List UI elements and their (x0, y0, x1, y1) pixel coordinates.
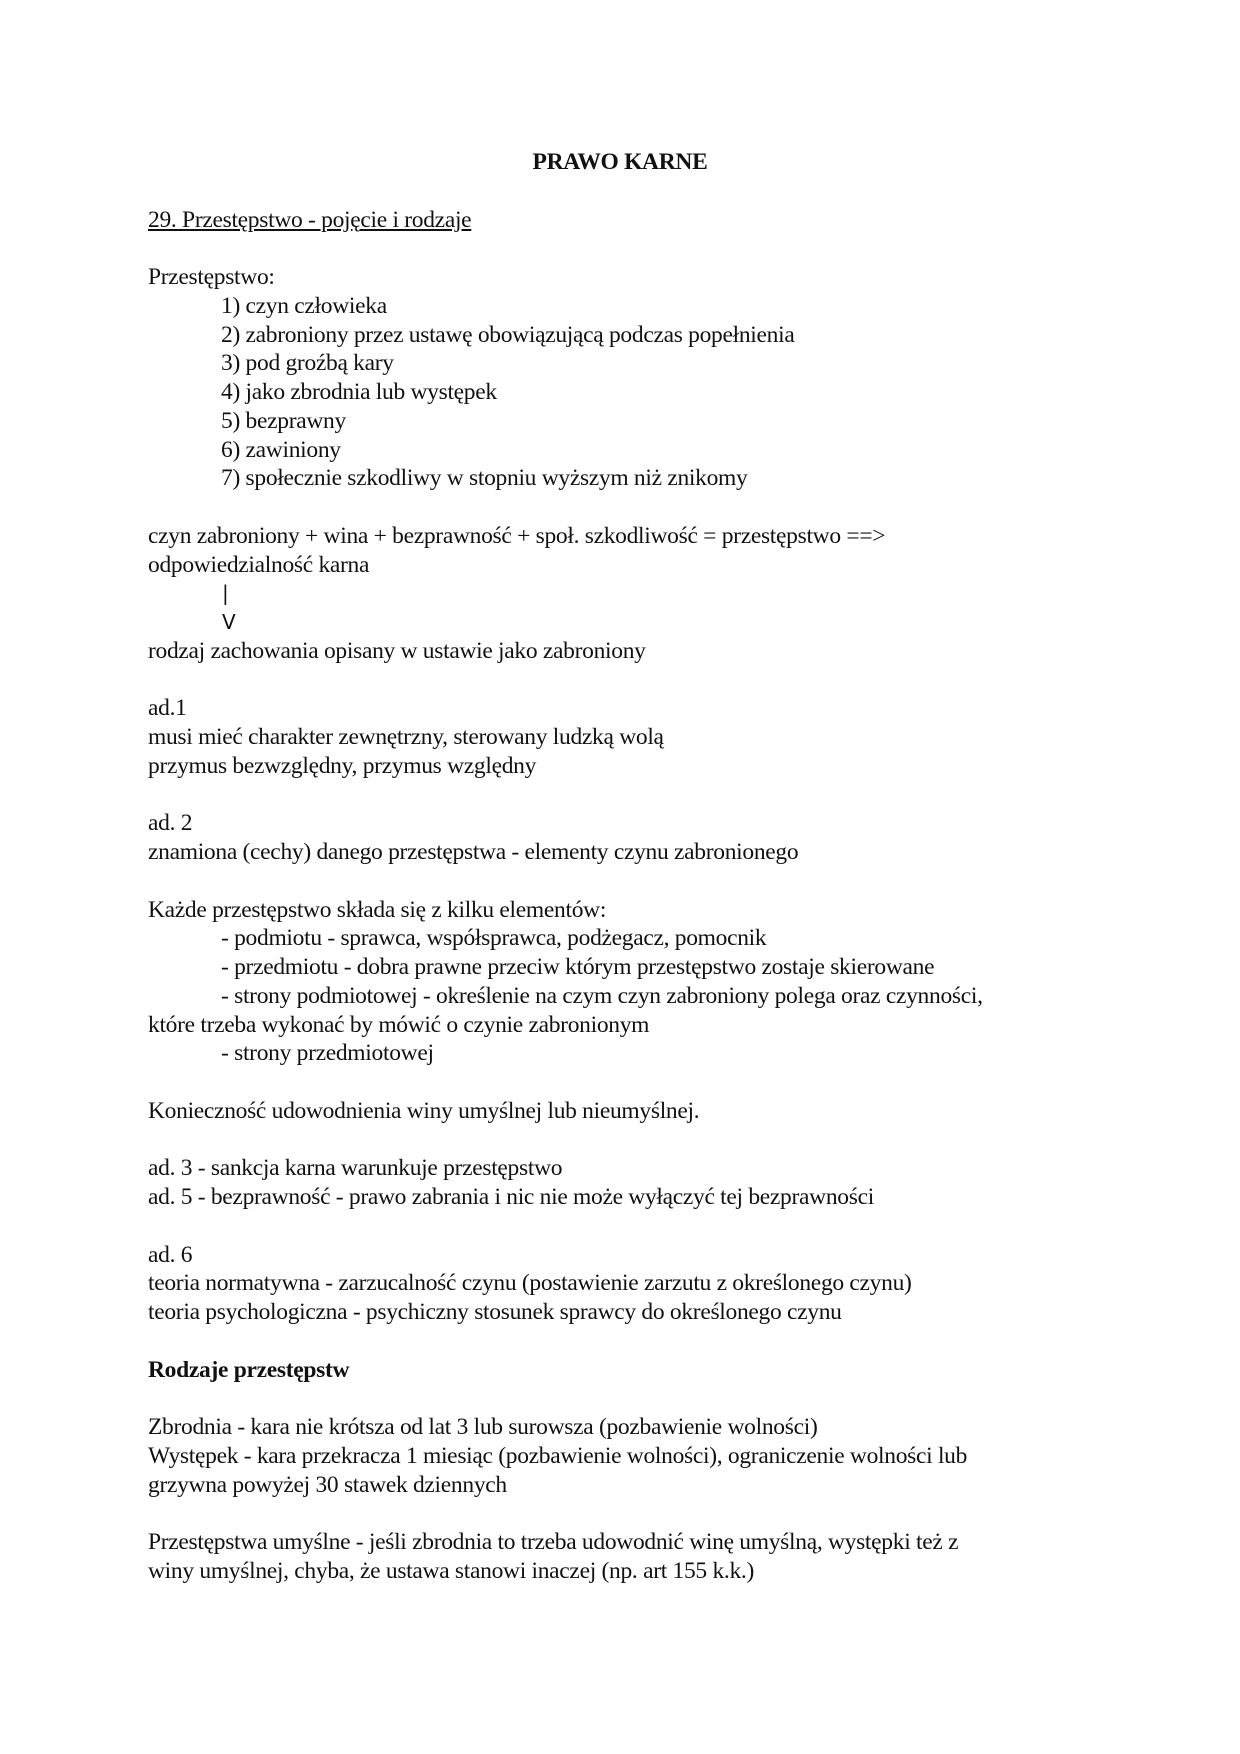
blank-line (148, 1068, 1108, 1097)
blank-line (148, 1384, 1108, 1413)
section-heading: 29. Przestępstwo - pojęcie i rodzaje (148, 206, 472, 233)
paragraph-line: Przestępstwa umyślne - jeśli zbrodnia to trzeba udowodnić winę umyślną, występki też z (148, 1529, 959, 1555)
list-item: - przedmiotu - dobra prawne przeciw którym przestępstwo zostaje skierowane (221, 954, 935, 980)
list-item: - podmiotu - sprawca, współsprawca, podżegacz, pomocnik (221, 925, 767, 952)
paragraph-line: Każde przestępstwo składa się z kilku elementów: (148, 896, 607, 923)
paragraph-line: ad. 3 - sankcja karna warunkuje przestępstwo (148, 1155, 563, 1182)
paragraph-line: grzywna powyżej 30 stawek dziennych (148, 1471, 507, 1498)
paragraph-line: odpowiedzialność karna (148, 551, 370, 578)
list-item: 2) zabroniony przez ustawę obowiązującą podczas popełnienia (221, 321, 795, 348)
paragraph-line: czyn zabroniony + wina + bezprawność + społ. szkodliwość = przestępstwo ==> (148, 522, 886, 549)
paragraph-line: teoria psychologiczna - psychiczny stosunek sprawcy do określonego czynu (148, 1299, 842, 1325)
subsection-heading: Rodzaje przestępstw (148, 1356, 350, 1383)
paragraph-line: winy umyślnej, chyba, że ustawa stanowi inaczej (np. art 155 k.k.) (148, 1557, 755, 1584)
list-item: 7) społecznie szkodliwy w stopniu wyższym niż znikomy (221, 465, 748, 492)
paragraph-line: znamiona (cechy) danego przestępstwa - elementy czynu zabronionego (148, 839, 799, 865)
paragraph-line: ad. 5 - bezprawność - prawo zabrania i nic nie może wyłączyć tej bezprawności (148, 1184, 874, 1210)
blank-line (148, 666, 1108, 695)
paragraph-line: ad. 6 (148, 1241, 193, 1268)
blank-line (148, 867, 1108, 896)
blank-line (148, 1499, 1108, 1528)
paragraph-line: Przestępstwo: (148, 264, 275, 290)
paragraph-line: Występek - kara przekracza 1 miesiąc (pozbawienie wolności), ograniczenie wolności lub (148, 1442, 968, 1469)
paragraph-line: musi mieć charakter zewnętrzny, sterowany ludzką wolą (148, 724, 664, 750)
document-title: PRAWO KARNE (532, 149, 708, 175)
paragraph-line: rodzaj zachowania opisany w ustawie jako zabroniony (148, 637, 646, 664)
paragraph-line: teoria normatywna - zarzucalność czynu (postawienie zarzutu z określonego czynu) (148, 1270, 912, 1297)
blank-line (148, 1327, 1108, 1356)
paragraph-line: które trzeba wykonać by mówić o czynie zabronionym (148, 1011, 650, 1038)
list-item: - strony podmiotowej - określenie na czym czyn zabroniony polega oraz czynności, (221, 982, 983, 1009)
paragraph-line: Konieczność udowodnienia winy umyślnej lub nieumyślnej. (148, 1097, 700, 1124)
blank-line (148, 1126, 1108, 1155)
list-item: 4) jako zbrodnia lub występek (221, 379, 497, 405)
document-page (148, 148, 1108, 1586)
arrow-shaft: | (222, 581, 229, 606)
blank-line (148, 493, 1108, 522)
list-item: 6) zawiniony (221, 436, 341, 463)
list-item: - strony przedmiotowej (221, 1040, 434, 1067)
list-item: 3) pod groźbą kary (221, 350, 394, 377)
arrow-head: V (222, 610, 236, 634)
list-item: 1) czyn człowieka (221, 292, 387, 319)
paragraph-line: Zbrodnia - kara nie krótsza od lat 3 lub surowsza (pozbawienie wolności) (148, 1414, 818, 1440)
paragraph-line: ad.1 (148, 695, 187, 722)
paragraph-line: ad. 2 (148, 810, 193, 837)
list-item: 5) bezprawny (221, 407, 346, 434)
blank-line (148, 234, 1108, 263)
blank-line (148, 781, 1108, 810)
blank-line (148, 177, 1108, 206)
blank-line (148, 1212, 1108, 1241)
paragraph-line: przymus bezwzględny, przymus względny (148, 752, 537, 779)
